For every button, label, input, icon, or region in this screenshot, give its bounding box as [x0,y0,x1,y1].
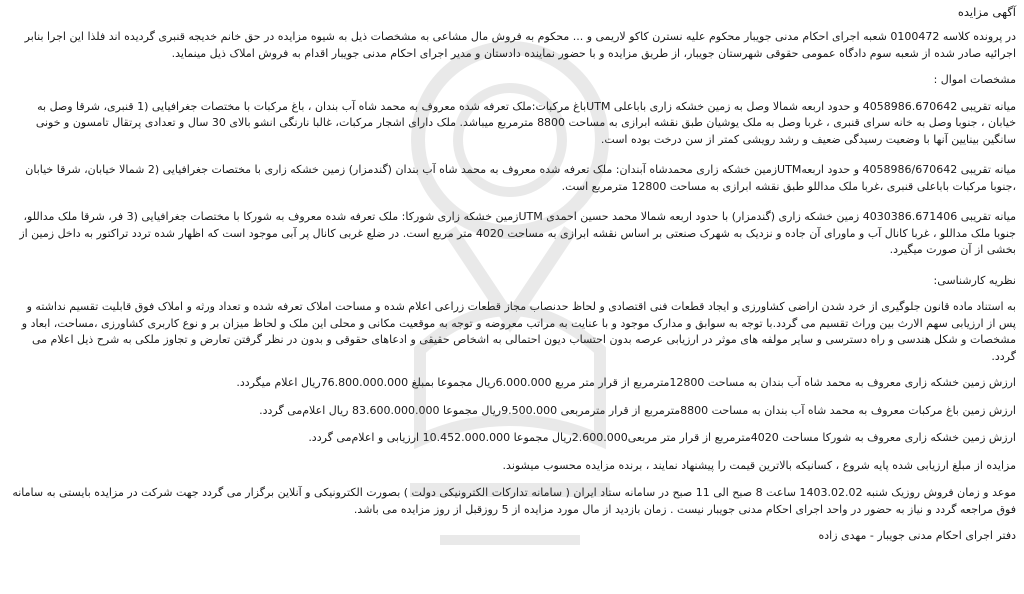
valuation-line-3: ارزش زمین خشکه زاری معروف به شورکا مساحت 4020مترمربع از قرار متر مربعی2.600.000ریال مجموعا 10.452.000.000 ارزیابی و اعلام‌می گردد. [308,431,1016,444]
valuation-line-1: ارزش زمین خشکه زاری معروف به محمد شاه آب بندان به مساحت 12800مترمربع از قرار متر مربع 6.000.000ریال مجموعا بمبلغ 76.800.000.000ریال اعلام میگردد. [236,376,1016,389]
expert-opinion-text: به استناد ماده قانون جلوگیری از خرد شدن اراضی کشاورزی و ایجاد قطعات فنی اقتصادی و لحاظ حدنصاب مجاز قطعات زراعی اعلام شده و مساحت املاک تعرفه شده و تعداد ورثه و املاک فوق قابلیت تقسیم نداشته و پس از ارزیابی سهم الارث بین وراث تقسیم می گردد.با توجه به سوابق و مدارک موجود و با عنایت به مراتب معروضه و توجه به موقعیت مکانی و محلی این ملک و لحاظ میزان بر و نوع کاربری کشاورزی ،مساحت، ابعاد و مشخصات و شکل هندسی و راه دسترسی و سایر مولفه های موثر در ارزیابی عرصه بدون احتساب دیون احتمالی به اشخاص حقیقی و ادعاهای حقوقی و بدون در نظر گرفتن تعارض و تجاوز ملکی به شرح ذیل اعلام می گردد. [21,300,1016,363]
intro-line-2: اجرائیه صادر شده از شعبه سوم دادگاه عمومی حقوقی شهرستان جویبار، از طریق مزایده و با حضور نماینده دادستان و مدیر اجرای احکام مدنی جویبار اقدام به فروش املاک ذیل مینماید. [171,46,1016,60]
property-item-2: میانه تقریبی 4058986/670642 و حدود اربعهUTMزمین خشکه زاری محمدشاه آبندان: ملک تعرفه شده معروف به محمد شاه آب بندان (گندمزار) زمین خشکه زاری با مختصات جغرافیایی (2 شمالا خیابان، شرقا خیابان ،جنوبا مرکبات باباعلی قنبری ،غربا ملک مداللو طبق نقشه ابرازی به مساحت 12800 مترمربع است. [25,163,1016,193]
expert-opinion-heading: نظریه کارشناسی: [933,273,1016,287]
signature-line: دفتر اجرای احکام مدنی جویبار - مهدی زاده [818,529,1016,542]
auction-timing: موعد و زمان فروش روزیک شنبه 1403.02.02 ساعت 8 صبح الی 11 صبح در سامانه ستاد ایران ( سامانه تدارکات الکترونیکی دولت ) بصورت الکترونیکی و آنلاین برگزار می گردد جهت شرکت در مزایده بایستی به سامانه فوق مراجعه گردد و نیاز به حضور در واحد اجرای احکام مدنی جویبار نیست . زمان بازدید از مال مورد مزایده از 5 روزقبل از روز مزایده می باشد. [12,486,1016,516]
notice-title: آگهی مزایده [957,5,1016,19]
property-item-3: میانه تقریبی 4030386.671406 زمین خشکه زاری (گندمزار) با حدود اربعه شمالا محمد حسین احمدی UTMزمین خشکه زاری شورکا: ملک تعرفه شده معروف به شورکا با مختصات جغرافیایی (3 فر، شرقا ملک مداللو، جنوبا ملک مداللو ، غربا کانال آب و ماورای آن جاده و نزدیک به شهرک صنعتی بر اساس نقشه ابرازی به مساحت 4020 متر مربع است. در ضلع غربی کانال پر آبی موجود است که اظهار شده تردد تراکتور به داخل زمین از بخشی از آن صورت میگیرد. [19,210,1016,256]
intro-paragraph [8,29,1016,62]
property-specs-heading: مشخصات اموال : [933,73,1016,86]
property-item-1: میانه تقریبی 4058986.670642 و حدود اربعه شمالا وصل به زمین خشکه زاری باباعلی UTMباغ مرکبات:ملک تعرفه شده معروف به محمد شاه آب بندان ، باغ مرکبات با مختصات جغرافیایی (1 قنبری، شرقا وصل به خیابان ، جنوبا وصل به خانه سرای قنبری ، غربا وصل به ملک یوشیان طبق نقشه ابرازی به مساحت 8800 مترمربع میباشد. ملک دارای اشجار مرکبات، غالبا نارنگی انشو بالای 30 سال و تعدادی پرتقال تامسون و خونی سانگین بینایین آنها با وضعیت رسیدگی ضعیف و رشد رویشی کمتر از سن درخت بوده است. [35,99,1016,146]
intro-line-1: در پرونده کلاسه 0100472 شعبه اجرای احکام مدنی جویبار محکوم علیه نسترن کاکو لاریمی و ... محکوم به فروش مال مشاعی به مشخصات ذیل به شیوه مزایده در حق خانم خدیجه قنبری گردیده اند فلذا این اجرا بنابر [24,30,1016,43]
valuation-line-2: ارزش زمین باغ مرکبات معروف به محمد شاه آب بندان به مساحت 8800مترمربع از قرار مترمربعی 9.500.000ریال مجموعا 83.600.000.000 ریال اعلام‌می گردد. [259,403,1016,417]
base-price-note: مزایده از مبلغ ارزیابی شده پایه شروع ، کسانیکه بالاترین قیمت را پیشنهاد نمایند ، برنده مزایده محسوب میشوند. [502,458,1016,472]
